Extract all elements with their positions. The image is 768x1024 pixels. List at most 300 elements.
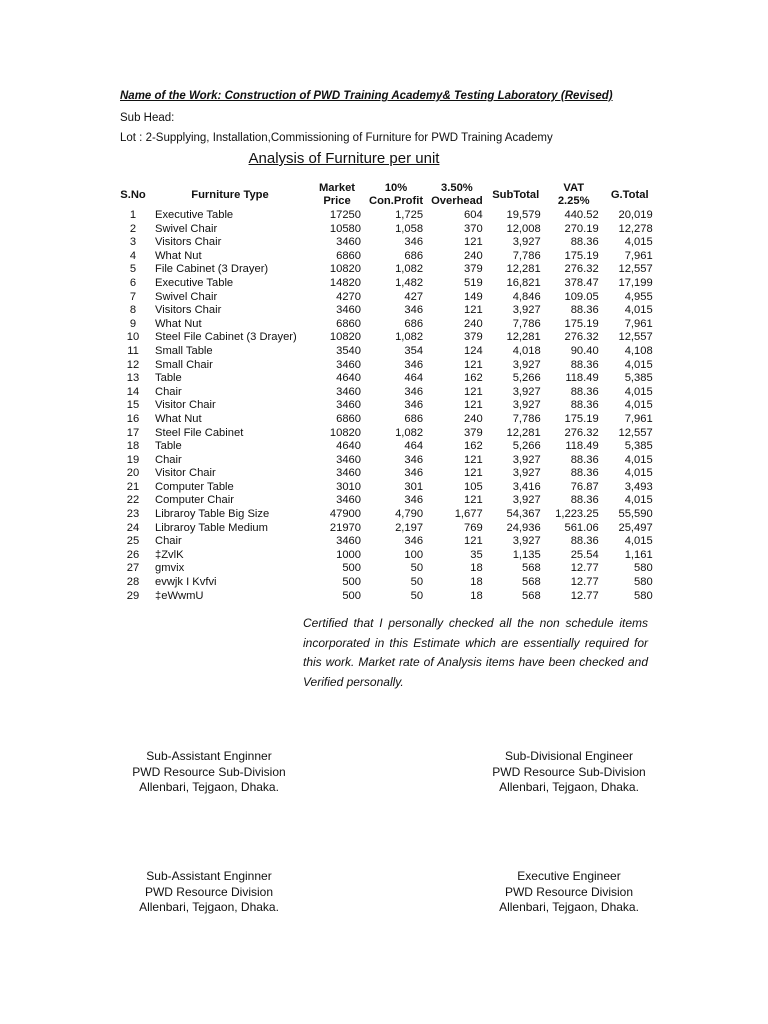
cell-grand-total: 5,385 — [624, 372, 653, 385]
cell-subtotal: 3,927 — [512, 304, 541, 317]
cell-grand-total: 4,015 — [624, 385, 653, 398]
cell-furniture-type: Chair — [155, 535, 182, 548]
cell-grand-total: 12,557 — [618, 331, 653, 344]
table-row — [115, 304, 657, 318]
cell-overhead: 604 — [464, 209, 483, 221]
cell-vat: 175.19 — [564, 317, 599, 330]
cell-subtotal: 3,927 — [512, 467, 541, 480]
cell-subtotal: 7,786 — [512, 412, 541, 425]
page-title: Analysis of Furniture per unit — [248, 150, 440, 167]
cell-overhead: 240 — [464, 249, 483, 262]
cell-vat: 90.40 — [570, 344, 599, 357]
table-row — [115, 372, 657, 386]
cell-subtotal: 4,018 — [512, 344, 541, 357]
cell-sno: 26 — [126, 548, 140, 561]
cell-subtotal: 3,927 — [512, 535, 541, 548]
cell-vat: 12.77 — [570, 562, 599, 575]
cell-con-profit: 346 — [404, 385, 424, 398]
cell-con-profit: 686 — [404, 412, 424, 425]
header-furniture-type: Furniture Type — [191, 188, 269, 201]
cell-subtotal: 16,821 — [506, 276, 541, 289]
table-row — [115, 331, 657, 345]
cell-overhead: 240 — [464, 317, 483, 330]
certificate-text: Certified that I personally checked all the non schedule items incorporated in this Estimate which are essentially required for this work. Market rate of Analysis items have been checked and Verified personally. — [303, 616, 648, 689]
cell-vat: 88.36 — [570, 494, 599, 507]
cell-overhead: 162 — [464, 440, 483, 453]
cell-con-profit: 346 — [404, 358, 424, 371]
cell-con-profit: 1,082 — [395, 331, 424, 344]
header-overhead-line1: 3.50% — [441, 182, 473, 194]
signature-block-sub-assistant-division — [99, 869, 319, 916]
header-sno: S.No — [120, 188, 146, 201]
cell-subtotal: 19,579 — [506, 209, 541, 221]
cell-market-price: 10580 — [329, 222, 361, 235]
cell-sno: 10 — [126, 331, 140, 344]
cell-market-price: 1000 — [336, 548, 361, 561]
table-row — [115, 562, 657, 576]
header-vat-line2: 2.25% — [557, 195, 590, 207]
cell-subtotal: 12,281 — [506, 331, 541, 344]
cell-grand-total: 3,493 — [624, 480, 653, 493]
cell-con-profit: 50 — [410, 589, 424, 602]
table-row — [115, 522, 657, 536]
cell-furniture-type: Small Table — [155, 344, 213, 357]
table-row — [115, 359, 657, 373]
header-con-profit — [365, 181, 427, 209]
cell-sno: 18 — [126, 440, 140, 453]
cell-con-profit: 346 — [404, 304, 424, 317]
cell-con-profit: 1,725 — [395, 209, 424, 221]
header-grand-total: G.Total — [610, 188, 649, 201]
table-row — [115, 590, 657, 604]
cell-subtotal: 54,367 — [506, 508, 541, 521]
cell-subtotal: 12,281 — [506, 263, 541, 276]
cell-furniture-type: evwjk I Kvfvi — [155, 576, 217, 589]
cell-con-profit: 346 — [404, 494, 424, 507]
header-vat-line1: VAT — [563, 182, 585, 194]
cell-grand-total: 25,497 — [618, 521, 653, 534]
cell-subtotal: 3,416 — [512, 480, 541, 493]
table-row — [115, 209, 657, 223]
signature-block-sub-divisional-engineer — [459, 749, 679, 796]
cell-furniture-type: Swivel Chair — [155, 222, 218, 235]
cell-grand-total: 55,590 — [618, 508, 653, 521]
signature-address: Allenbari, Tejgaon, Dhaka. — [499, 780, 639, 794]
table-row — [115, 576, 657, 590]
cell-subtotal: 3,927 — [512, 358, 541, 371]
cell-sno: 7 — [129, 290, 137, 303]
cell-vat: 76.87 — [570, 480, 599, 493]
cell-grand-total: 20,019 — [618, 209, 653, 221]
cell-market-price: 10820 — [329, 331, 361, 344]
cell-con-profit: 50 — [410, 562, 424, 575]
cell-overhead: 121 — [464, 467, 483, 480]
header-market-price — [309, 181, 365, 209]
cell-overhead: 121 — [464, 358, 483, 371]
cell-con-profit: 50 — [410, 576, 424, 589]
cell-sno: 3 — [129, 236, 137, 249]
cell-subtotal: 1,135 — [512, 548, 541, 561]
cell-overhead: 124 — [464, 344, 483, 357]
cell-grand-total: 4,015 — [624, 494, 653, 507]
cell-sno: 15 — [126, 399, 140, 412]
cell-grand-total: 4,015 — [624, 453, 653, 466]
cell-vat: 88.36 — [570, 535, 599, 548]
header-market-price-line1: Market — [318, 182, 356, 194]
cell-grand-total: 1,161 — [624, 548, 653, 561]
cell-subtotal: 3,927 — [512, 399, 541, 412]
cell-vat: 276.32 — [564, 331, 599, 344]
cell-grand-total: 7,961 — [624, 317, 653, 330]
cell-furniture-type: Computer Table — [155, 480, 234, 493]
cell-sno: 25 — [126, 535, 140, 548]
cell-subtotal: 568 — [522, 562, 541, 575]
header-overhead — [427, 181, 487, 209]
cell-vat: 12.77 — [570, 576, 599, 589]
cell-overhead: 121 — [464, 385, 483, 398]
header-con-profit-line1: 10% — [384, 182, 408, 194]
cell-furniture-type: What Nut — [155, 317, 202, 330]
cell-sno: 21 — [126, 480, 140, 493]
cell-grand-total: 4,015 — [624, 358, 653, 371]
cell-furniture-type: Small Chair — [155, 358, 213, 371]
cell-con-profit: 464 — [404, 372, 424, 385]
cell-subtotal: 5,266 — [512, 440, 541, 453]
cell-market-price: 4270 — [336, 290, 361, 303]
cell-con-profit: 346 — [404, 467, 424, 480]
table-row — [115, 413, 657, 427]
cell-market-price: 3460 — [336, 453, 361, 466]
table-header-row — [115, 181, 657, 209]
cell-market-price: 3460 — [336, 385, 361, 398]
cell-con-profit: 2,197 — [395, 521, 424, 534]
cell-furniture-type: ‡eWwmU — [155, 589, 204, 602]
signature-block-executive-engineer — [459, 869, 679, 916]
cell-subtotal: 568 — [522, 576, 541, 589]
cell-furniture-type: Visitors Chair — [155, 236, 222, 249]
cell-market-price: 17250 — [329, 209, 361, 221]
cell-sno: 5 — [129, 263, 137, 276]
table-row — [115, 549, 657, 563]
cell-furniture-type: Table — [155, 440, 182, 453]
cell-grand-total: 5,385 — [624, 440, 653, 453]
cell-overhead: 121 — [464, 535, 483, 548]
cell-vat: 118.49 — [565, 372, 599, 385]
cell-con-profit: 346 — [404, 453, 424, 466]
cell-sno: 14 — [126, 385, 140, 398]
cell-furniture-type: File Cabinet (3 Drayer) — [155, 263, 269, 276]
cell-subtotal: 3,927 — [512, 385, 541, 398]
table-body — [115, 209, 657, 603]
cell-subtotal: 4,846 — [512, 290, 541, 303]
cell-subtotal: 24,936 — [506, 521, 541, 534]
cell-market-price: 500 — [342, 562, 361, 575]
cell-grand-total: 7,961 — [624, 412, 653, 425]
signature-title: Sub-Divisional Engineer — [504, 749, 634, 763]
table-row — [115, 481, 657, 495]
cell-market-price: 3460 — [336, 236, 361, 249]
cell-furniture-type: gmvix — [155, 562, 185, 575]
cell-con-profit: 1,082 — [395, 426, 424, 439]
cell-sno: 17 — [126, 426, 140, 439]
cell-furniture-type: Swivel Chair — [155, 290, 218, 303]
header-vat — [545, 181, 603, 209]
cell-sno: 29 — [126, 589, 140, 602]
cell-grand-total: 580 — [634, 589, 653, 602]
cell-market-price: 10820 — [329, 426, 361, 439]
cell-sno: 24 — [126, 521, 140, 534]
cell-market-price: 500 — [342, 589, 361, 602]
cell-con-profit: 686 — [404, 317, 424, 330]
table-row — [115, 236, 657, 250]
cell-vat: 118.49 — [565, 440, 599, 453]
table-row — [115, 291, 657, 305]
cell-con-profit: 1,058 — [395, 222, 424, 235]
cell-market-price: 14820 — [329, 276, 361, 289]
cell-vat: 561.06 — [564, 521, 599, 534]
cell-con-profit: 301 — [404, 480, 424, 493]
cell-con-profit: 427 — [404, 290, 424, 303]
cell-market-price: 3460 — [336, 304, 361, 317]
cell-sno: 4 — [129, 249, 137, 262]
cell-overhead: 149 — [464, 290, 483, 303]
cell-sno: 13 — [126, 372, 140, 385]
cell-sno: 6 — [129, 276, 137, 289]
cell-sno: 1 — [129, 209, 137, 221]
cell-furniture-type: Visitors Chair — [155, 304, 222, 317]
lot-description: Lot : 2-Supplying, Installation,Commissioning of Furniture for PWD Training Academy — [120, 132, 553, 144]
cell-con-profit: 1,082 — [395, 263, 424, 276]
cell-vat: 88.36 — [570, 453, 599, 466]
table-row — [115, 386, 657, 400]
cell-overhead: 379 — [464, 426, 483, 439]
cell-sno: 27 — [126, 562, 140, 575]
cell-vat: 175.19 — [564, 249, 599, 262]
cell-con-profit: 346 — [404, 535, 424, 548]
cell-overhead: 18 — [470, 576, 483, 589]
signature-office: PWD Resource Division — [144, 884, 274, 899]
cell-sno: 2 — [129, 222, 137, 235]
cell-overhead: 240 — [464, 412, 483, 425]
cell-con-profit: 346 — [404, 236, 424, 249]
cell-grand-total: 17,199 — [618, 276, 653, 289]
cell-grand-total: 580 — [634, 562, 653, 575]
header-overhead-line2: Overhead — [431, 195, 483, 207]
cell-grand-total: 12,557 — [618, 426, 653, 439]
cell-grand-total: 12,278 — [618, 222, 653, 235]
cell-market-price: 6860 — [336, 249, 361, 262]
cell-overhead: 769 — [464, 521, 483, 534]
table-row — [115, 535, 657, 549]
cell-vat: 12.77 — [570, 589, 599, 602]
cell-subtotal: 5,266 — [512, 372, 541, 385]
cell-vat: 1,223.25 — [555, 508, 599, 521]
table-row — [115, 427, 657, 441]
cell-overhead: 121 — [464, 236, 483, 249]
cell-subtotal: 3,927 — [512, 236, 541, 249]
cell-market-price: 3460 — [336, 467, 361, 480]
cell-con-profit: 346 — [404, 399, 424, 412]
cell-vat: 88.36 — [570, 236, 599, 249]
cell-subtotal: 568 — [522, 589, 541, 602]
signature-address: Allenbari, Tejgaon, Dhaka. — [499, 900, 639, 914]
cell-furniture-type: Chair — [155, 453, 182, 466]
cell-market-price: 6860 — [336, 317, 361, 330]
cell-con-profit: 1,482 — [395, 276, 424, 289]
cell-market-price: 3540 — [336, 344, 361, 357]
cell-furniture-type: Computer Chair — [155, 494, 234, 507]
cell-subtotal: 12,281 — [506, 426, 541, 439]
cell-vat: 175.19 — [564, 412, 599, 425]
cell-con-profit: 4,790 — [395, 508, 424, 521]
cell-sno: 12 — [126, 358, 140, 371]
cell-market-price: 3010 — [336, 480, 361, 493]
cell-grand-total: 4,015 — [624, 535, 653, 548]
cell-overhead: 379 — [464, 331, 483, 344]
cell-subtotal: 3,927 — [512, 453, 541, 466]
cell-con-profit: 354 — [404, 344, 424, 357]
cell-overhead: 121 — [464, 399, 483, 412]
cell-grand-total: 4,015 — [624, 467, 653, 480]
cell-grand-total: 12,557 — [618, 263, 653, 276]
table-row — [115, 250, 657, 264]
cell-grand-total: 4,955 — [624, 290, 653, 303]
table-row — [115, 494, 657, 508]
cell-market-price: 4640 — [336, 372, 361, 385]
cell-market-price: 21970 — [329, 521, 361, 534]
cell-sno: 19 — [126, 453, 140, 466]
cell-overhead: 35 — [470, 548, 483, 561]
signature-office: PWD Resource Division — [504, 884, 634, 899]
signature-block-sub-assistant-subdivision — [99, 749, 319, 796]
cell-market-price: 6860 — [336, 412, 361, 425]
cell-overhead: 121 — [464, 494, 483, 507]
header-con-profit-line2: Con.Profit — [369, 195, 424, 207]
table-row — [115, 454, 657, 468]
cell-furniture-type: Steel File Cabinet (3 Drayer) — [155, 331, 297, 344]
cell-con-profit: 686 — [404, 249, 424, 262]
cell-sno: 11 — [127, 344, 139, 357]
cell-subtotal: 7,786 — [512, 317, 541, 330]
cell-furniture-type: Libraroy Table Big Size — [155, 508, 270, 521]
cell-subtotal: 3,927 — [512, 494, 541, 507]
cell-subtotal: 7,786 — [512, 249, 541, 262]
cell-vat: 88.36 — [570, 358, 599, 371]
cell-furniture-type: ‡ZvlK — [155, 548, 184, 561]
sub-head: Sub Head: — [120, 112, 175, 124]
cell-vat: 276.32 — [564, 426, 599, 439]
cell-vat: 88.36 — [570, 467, 599, 480]
cell-vat: 88.36 — [570, 385, 599, 398]
table-row — [115, 318, 657, 332]
signature-title: Executive Engineer — [517, 869, 621, 883]
signature-office: PWD Resource Sub-Division — [132, 764, 286, 779]
header-market-price-line2: Price — [323, 195, 351, 207]
cell-overhead: 162 — [464, 372, 483, 385]
table-row — [115, 467, 657, 481]
table-row — [115, 223, 657, 237]
cell-furniture-type: Chair — [155, 385, 182, 398]
cell-overhead: 519 — [464, 276, 483, 289]
table-row — [115, 277, 657, 291]
signature-title: Sub-Assistant Enginner — [146, 749, 272, 763]
cell-market-price: 47900 — [329, 508, 361, 521]
cell-grand-total: 4,108 — [624, 344, 653, 357]
table-row — [115, 345, 657, 359]
cell-grand-total: 4,015 — [624, 399, 653, 412]
cell-furniture-type: What Nut — [155, 249, 202, 262]
cell-sno: 8 — [129, 304, 137, 317]
cell-overhead: 121 — [464, 304, 483, 317]
cell-market-price: 3460 — [336, 494, 361, 507]
cell-con-profit: 464 — [404, 440, 424, 453]
cell-furniture-type: Executive Table — [155, 209, 234, 221]
cell-furniture-type: Executive Table — [155, 276, 234, 289]
cell-vat: 270.19 — [564, 222, 599, 235]
cell-furniture-type: Table — [155, 372, 182, 385]
cell-furniture-type: Steel File Cabinet — [155, 426, 244, 439]
table-row — [115, 263, 657, 277]
furniture-analysis-table — [115, 181, 657, 603]
cell-overhead: 379 — [464, 263, 483, 276]
signature-address: Allenbari, Tejgaon, Dhaka. — [139, 780, 279, 794]
signature-office: PWD Resource Sub-Division — [492, 764, 646, 779]
table-row — [115, 440, 657, 454]
cell-overhead: 370 — [464, 222, 483, 235]
cell-furniture-type: Visitor Chair — [155, 399, 216, 412]
table-row — [115, 508, 657, 522]
cell-market-price: 4640 — [336, 440, 361, 453]
cell-sno: 9 — [129, 317, 137, 330]
cell-sno: 20 — [126, 467, 140, 480]
cell-overhead: 121 — [464, 453, 483, 466]
cell-grand-total: 580 — [634, 576, 653, 589]
cell-vat: 88.36 — [570, 399, 599, 412]
cell-market-price: 500 — [342, 576, 361, 589]
signature-address: Allenbari, Tejgaon, Dhaka. — [139, 900, 279, 914]
header-subtotal: SubTotal — [492, 188, 540, 201]
cell-grand-total: 4,015 — [624, 236, 653, 249]
table-row — [115, 399, 657, 413]
cell-sno: 28 — [126, 576, 140, 589]
cell-con-profit: 100 — [404, 548, 424, 561]
cell-overhead: 18 — [470, 562, 483, 575]
cell-furniture-type: What Nut — [155, 412, 202, 425]
cell-vat: 276.32 — [564, 263, 599, 276]
cell-vat: 88.36 — [570, 304, 599, 317]
work-name: Name of the Work: Construction of PWD Training Academy& Testing Laboratory (Revised) — [120, 90, 613, 102]
cell-grand-total: 7,961 — [624, 249, 653, 262]
cell-vat: 25.54 — [570, 548, 599, 561]
cell-furniture-type: Libraroy Table Medium — [155, 521, 268, 534]
cell-overhead: 1,677 — [454, 508, 483, 521]
cell-market-price: 3460 — [336, 399, 361, 412]
cell-overhead: 105 — [464, 480, 483, 493]
cell-sno: 23 — [126, 508, 140, 521]
cell-market-price: 3460 — [336, 535, 361, 548]
cell-overhead: 18 — [470, 589, 483, 602]
cell-sno: 22 — [126, 494, 140, 507]
cell-subtotal: 12,008 — [506, 222, 541, 235]
cell-sno: 16 — [126, 412, 140, 425]
cell-furniture-type: Visitor Chair — [155, 467, 216, 480]
cell-market-price: 10820 — [329, 263, 361, 276]
cell-vat: 378.47 — [564, 276, 599, 289]
cell-vat: 109.05 — [564, 290, 599, 303]
signature-title: Sub-Assistant Enginner — [146, 869, 272, 883]
cell-market-price: 3460 — [336, 358, 361, 371]
cell-vat: 440.52 — [564, 209, 599, 221]
